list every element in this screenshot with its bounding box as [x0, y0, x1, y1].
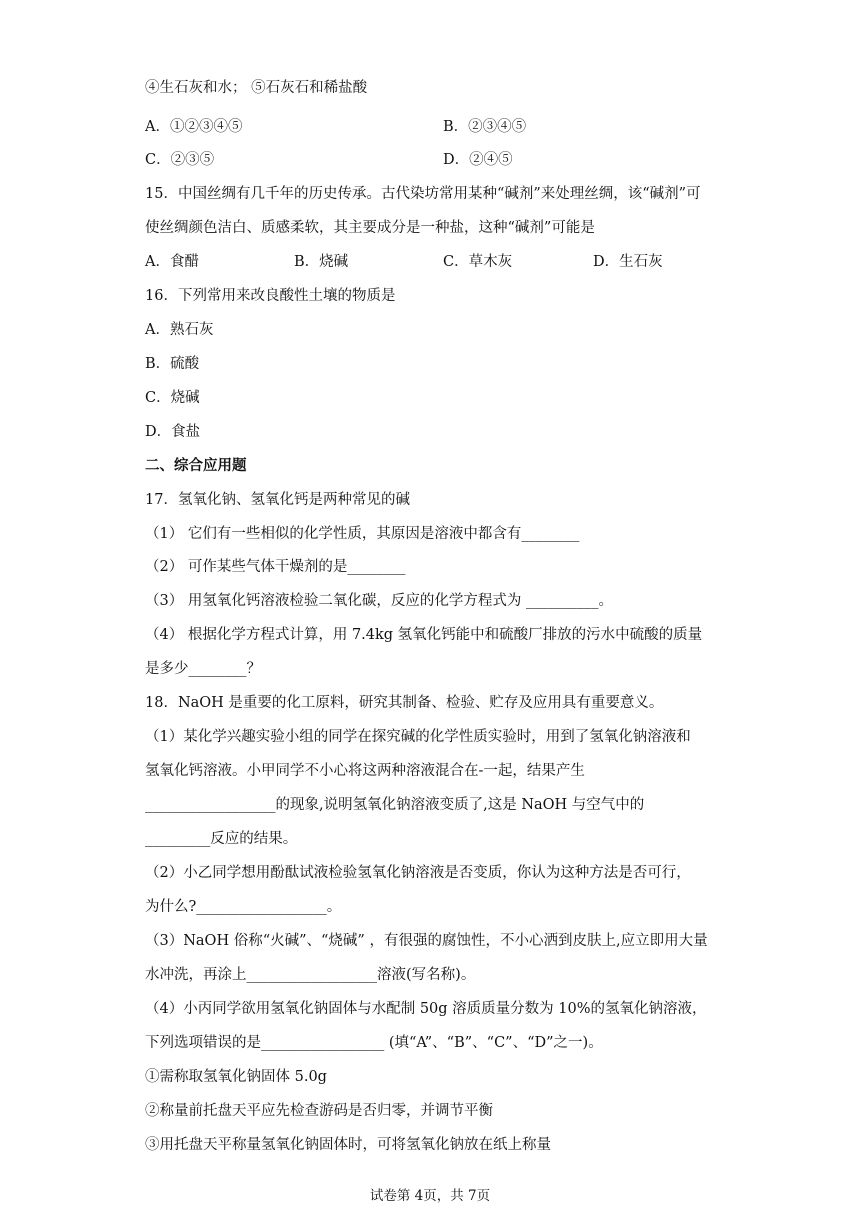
q14-option-c: C．②③⑤ — [145, 152, 215, 168]
q18-part-1-line-2: 氢氧化钙溶液。小甲同学不小心将这两种溶液混合在-一起，结果产生 — [145, 763, 585, 779]
q18-part-3-line-1: （3）NaOH 俗称“火碱”、“烧碱” ，有很强的腐蚀性，不小心洒到皮肤上,应立即用大量 — [145, 933, 708, 949]
q17-part-2: （2） 可作某些气体干燥剂的是________ — [145, 559, 406, 575]
q18-stem: 18．NaOH 是重要的化工原料，研究其制备、检验、贮存及应用具有重要意义。 — [145, 695, 664, 711]
q15-option-a: A．食醋 — [145, 254, 199, 270]
q15-stem-line-1: 15．中国丝绸有几千年的历史传承。古代染坊常用某种“碱剂”来处理丝绸，该“碱剂”可 — [145, 186, 701, 202]
q18-part-1-line-4: _________反应的结果。 — [145, 831, 298, 847]
q14-option-a: A．①②③④⑤ — [145, 119, 243, 135]
q18-part-1-line-1: （1）某化学兴趣实验小组的同学在探究碱的化学性质实验时，用到了氢氧化钠溶液和 — [145, 729, 691, 745]
q15-option-c: C．草木灰 — [443, 254, 513, 270]
q18-item-1: ①需称取氢氧化钠固体 5.0g — [145, 1069, 327, 1085]
q18-part-4-line-2: 下列选项错误的是_________________ (填“A”、“B”、“C”、“D”之一)。 — [145, 1035, 603, 1051]
q14-option-d: D．②④⑤ — [443, 152, 513, 168]
page-footer: 试卷第 4页，共 7页 — [369, 1188, 491, 1204]
q14-option-b: B．②③④⑤ — [443, 119, 527, 135]
q16-option-c: C．烧碱 — [145, 390, 200, 406]
q17-part-3: （3） 用氢氧化钙溶液检验二氧化碳，反应的化学方程式为 __________。 — [145, 593, 613, 609]
q17-stem: 17．氢氧化钠、氢氧化钙是两种常见的碱 — [145, 492, 410, 508]
q17-part-1: （1） 它们有一些相似的化学性质，其原因是溶液中都含有________ — [145, 526, 580, 542]
q17-part-4-line-2: 是多少________？ — [145, 661, 261, 677]
q18-part-3-line-2: 水冲洗，再涂上__________________溶液(写名称)。 — [145, 967, 476, 983]
q16-option-d: D．食盐 — [145, 424, 201, 440]
q17-part-4-line-1: （4） 根据化学方程式计算，用 7.4kg 氢氧化钙能中和硫酸厂排放的污水中硫酸的质量 — [145, 627, 703, 643]
q18-part-1-line-3: __________________的现象,说明氢氧化钠溶液变质了,这是 NaOH 与空气中的 — [145, 797, 645, 813]
q18-part-2-line-1: （2）小乙同学想用酚酞试液检验氢氧化钠溶液是否变质，你认为这种方法是否可行， — [145, 865, 691, 881]
q14-items-line: ④生石灰和水； ⑤石灰石和稀盐酸 — [145, 80, 368, 96]
q18-item-2: ②称量前托盘天平应先检查游码是否归零，并调节平衡 — [145, 1103, 493, 1119]
q15-stem-line-2: 使丝绸颜色洁白、质感柔软，其主要成分是一种盐，这种“碱剂”可能是 — [145, 220, 595, 236]
section-title: 二、综合应用题 — [145, 457, 247, 474]
q16-stem: 16．下列常用来改良酸性土壤的物质是 — [145, 288, 396, 304]
q16-option-a: A．熟石灰 — [145, 322, 214, 338]
q16-option-b: B．硫酸 — [145, 356, 200, 372]
q15-option-b: B．烧碱 — [294, 254, 349, 270]
q18-part-4-line-1: （4）小丙同学欲用氢氧化钠固体与水配制 50g 溶质质量分数为 10%的氢氧化钠溶液， — [145, 1001, 707, 1017]
q15-option-d: D．生石灰 — [593, 254, 663, 270]
q18-item-3: ③用托盘天平称量氢氧化钠固体时，可将氢氧化钠放在纸上称量 — [145, 1137, 551, 1153]
q18-part-2-line-2: 为什么?__________________。 — [145, 899, 342, 915]
